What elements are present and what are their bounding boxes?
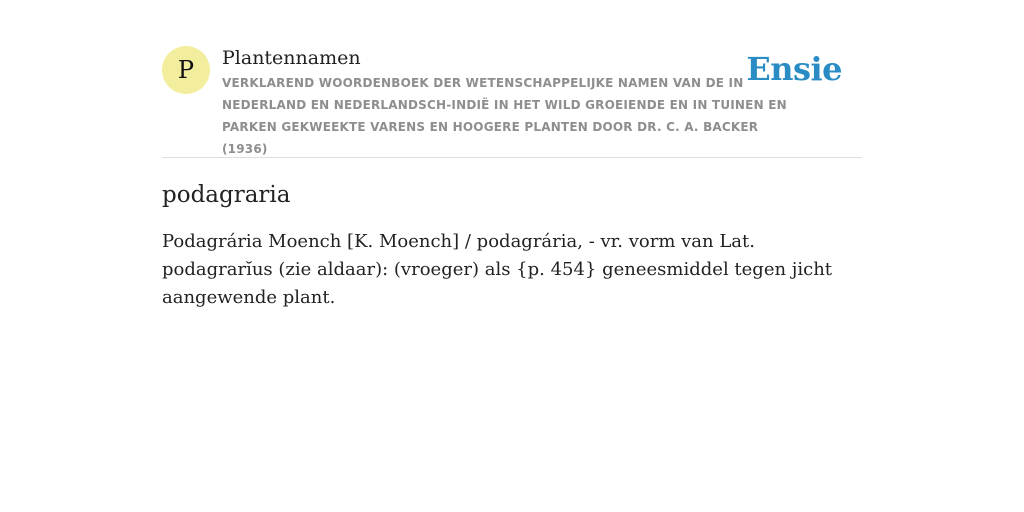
book-subtitle: VERKLAREND WOORDENBOEK DER WETENSCHAPPELIJKE NAMEN VAN DE IN NEDERLAND EN NEDERLANDSCH-INDIË IN HET WILD GROEIENDE EN IN TUINEN EN PARKEN GEKWEEKTE VARENS EN HOOGERE PLANTEN DOOR DR. C. A. BACKER (1936) [222,76,787,156]
page-content [162,46,862,312]
book-avatar[interactable]: P [162,46,210,94]
ensie-logo-link[interactable]: Ensie [746,50,842,88]
book-title[interactable]: Plantennamen [222,47,361,69]
entry-definition: Podagrária Moench [K. Moench] / podagrária, - vr. vorm van Lat. podagrarĭus (zie aldaar): (vroeger) als {p. 454} geneesmiddel tegen jicht aangewende plant. [162,231,833,308]
book-header [162,46,862,158]
entry-title: podagraria [162,182,291,208]
